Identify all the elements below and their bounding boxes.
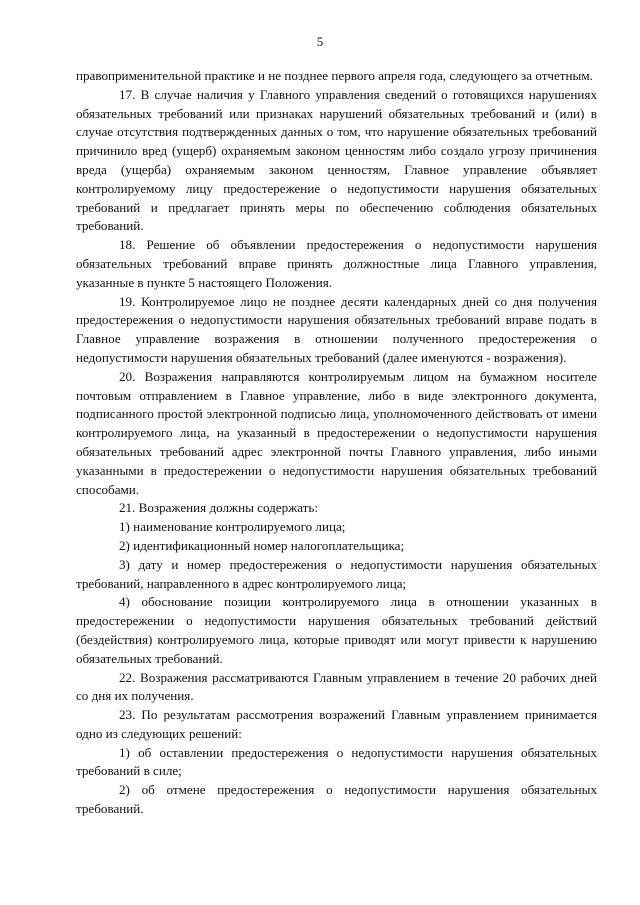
list-item-23-2: 2) об отмене предостережения о недопустимости нарушения обязательных требований.	[76, 782, 597, 817]
page-number: 5	[316, 34, 324, 49]
paragraph-21: 21. Возражения должны содержать:	[119, 500, 318, 516]
paragraph-20: 20. Возражения направляются контролируемым лицом на бумажном носителе почтовым отправлением в Главное управление, либо в виде электронного документа, подписанного простой электронной подписью лица, уполномоченного действовать от имени контролируемого лица, на указанный в предостережении о недопустимости нарушения обязательных требований адрес электронной почты Главного управления, либо иными указанными в предостережении о недопустимости нарушения обязательных требований способами.	[76, 368, 597, 497]
paragraph-23: 23. По результатам рассмотрения возражений Главным управлением принимается одно из следующих решений:	[76, 707, 597, 741]
paragraph-22: 22. Возражения рассматриваются Главным управлением в течение 20 рабочих дней со дня их получения.	[76, 669, 597, 704]
list-item-23-1: 1) об оставлении предостережения о недопустимости нарушения обязательных требований в силе;	[76, 744, 597, 779]
list-item-21-3: 3) дату и номер предостережения о недопустимости нарушения обязательных требований, направленного в адрес контролируемого лица;	[76, 556, 597, 591]
paragraph-19: 19. Контролируемое лицо не позднее десяти календарных дней со дня получения предостережения о недопустимости нарушения обязательных требований вправе подать в Главное управление возражения в отношении полученного предостережения о недопустимости нарушения обязательных требований (далее именуются - возражения).	[76, 293, 597, 365]
list-item-21-2: 2) идентификационный номер налогоплательщика;	[119, 537, 405, 553]
paragraph-17: 17. В случае наличия у Главного управления сведений о готовящихся нарушениях обязательных требований или признаках нарушений обязательных требований и (или) в случае отсутствия подтвержденных данных о том, что нарушение обязательных требований причинило вред (ущерб) охраняемым законом ценностям либо создало угрозу причинения вреда (ущерба) охраняемым законом ценностям, Главное управление объявляет контролируемому лицу предостережение о недопустимости нарушения обязательных требований и предлагает принять меры по обеспечению соблюдения обязательных требований.	[76, 86, 597, 234]
list-item-21-4: 4) обоснование позиции контролируемого лица в отношении указанных в предостережении о недопустимости нарушения обязательных требований действий (бездействия) контролируемого лица, которые приводят или могут привести к нарушению обязательных требований.	[76, 594, 597, 666]
document-body	[76, 67, 597, 819]
paragraph-continuation: правоприменительной практике и не позднее первого апреля года, следующего за отчетным.	[76, 68, 593, 83]
list-item-21-1: 1) наименование контролируемого лица;	[119, 519, 346, 535]
paragraph-18: 18. Решение об объявлении предостережения о недопустимости нарушения обязательных требований вправе принять должностные лица Главного управления, указанные в пункте 5 настоящего Положения.	[76, 237, 597, 290]
